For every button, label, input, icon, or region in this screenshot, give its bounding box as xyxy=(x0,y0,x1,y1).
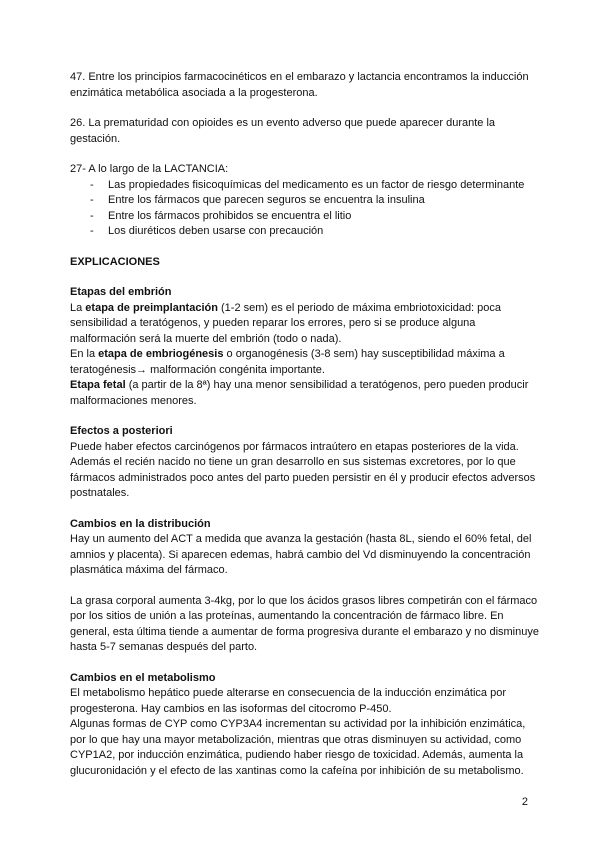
page-number: 2 xyxy=(521,796,528,808)
metabolismo-paragraph-1: El metabolismo hepático puede alterarse en consecuencia de la inducción enzimática por progesterona. Hay cambios en las isoformas del citocromo P-450. xyxy=(70,687,506,715)
document-page xyxy=(70,70,540,779)
explicaciones-heading: EXPLICACIONES xyxy=(70,255,160,268)
list-item: - Las propiedades fisicoquímicas del medicamento es un factor de riesgo determinante xyxy=(70,178,540,194)
etapas-paragraph-3: Etapa fetal (a partir de la 8ª) hay una menor sensibilidad a teratógenos, pero pueden producir malformaciones menores. xyxy=(70,379,529,407)
list-item: - Entre los fármacos prohibidos se encuentra el litio xyxy=(70,209,540,225)
distribucion-paragraph-1: Hay un aumento del ACT a medida que avanza la gestación (hasta 8L, siendo el 60% fetal, del amnios y placenta). Si aparecen edemas, habrá cambio del Vd disminuyendo la concentración plasmática máxima del fármaco. xyxy=(70,533,532,576)
question-47: 47. Entre los principios farmacocinéticos en el embarazo y lactancia encontramos la inducción enzimática metabólica asociada a la progesterona. xyxy=(70,71,529,99)
distribucion-heading: Cambios en la distribución xyxy=(70,517,211,530)
efectos-paragraph: Puede haber efectos carcinógenos por fármacos intraútero en etapas posteriores de la vida. Además el recién nacido no tiene un gran desarrollo en sus sistemas excretores, por lo que fármacos administrados poco antes del parto pueden persistir en él y producir efectos adversos postnatales. xyxy=(70,440,536,499)
metabolismo-heading: Cambios en el metabolismo xyxy=(70,671,216,684)
list-item: - Los diuréticos deben usarse con precaución xyxy=(70,224,540,240)
list-item: - Entre los fármacos que parecen seguros se encuentra la insulina xyxy=(70,193,540,209)
efectos-heading: Efectos a posteriori xyxy=(70,425,173,437)
etapas-heading: Etapas del embrión xyxy=(70,286,172,298)
etapas-paragraph-2: En la etapa de embriogénesis o organogénesis (3-8 sem) hay susceptibilidad máxima a teratogénesis→ malformación congénita importante. xyxy=(70,348,505,376)
etapas-paragraph-1: La etapa de preimplantación (1-2 sem) es el periodo de máxima embriotoxicidad: poca sensibilidad a teratógenos, y pueden reparar los errores, pero si se produce alguna malformación será la muerte del embrión (todo o nada). xyxy=(70,301,502,345)
question-27-options xyxy=(70,178,540,240)
distribucion-paragraph-2: La grasa corporal aumenta 3-4kg, por lo que los ácidos grasos libres competirán con el fármaco por los sitios de unión a las proteínas, aumentando la concentración de fármaco libre. En general, esta última tiende a aumentar de forma progresiva durante el embarazo y no disminuye hasta 5-7 semanas después del parto. xyxy=(70,594,539,653)
metabolismo-paragraph-2: Algunas formas de CYP como CYP3A4 incrementan su actividad por la inhibición enzimática, por lo que hay una mayor metabolización, mientras que otras disminuyen su actividad, como CYP1A2, por inducción enzimática, pudiendo haber riesgo de toxicidad. Además, aumenta la glucuronidación y el efecto de las xantinas como la cafeína por inhibición de su metabolismo. xyxy=(70,718,526,777)
question-26: 26. La prematuridad con opioides es un evento adverso que puede aparecer durante la gestación. xyxy=(70,117,496,145)
question-27-title: 27- A lo largo de la LACTANCIA: xyxy=(70,163,229,175)
